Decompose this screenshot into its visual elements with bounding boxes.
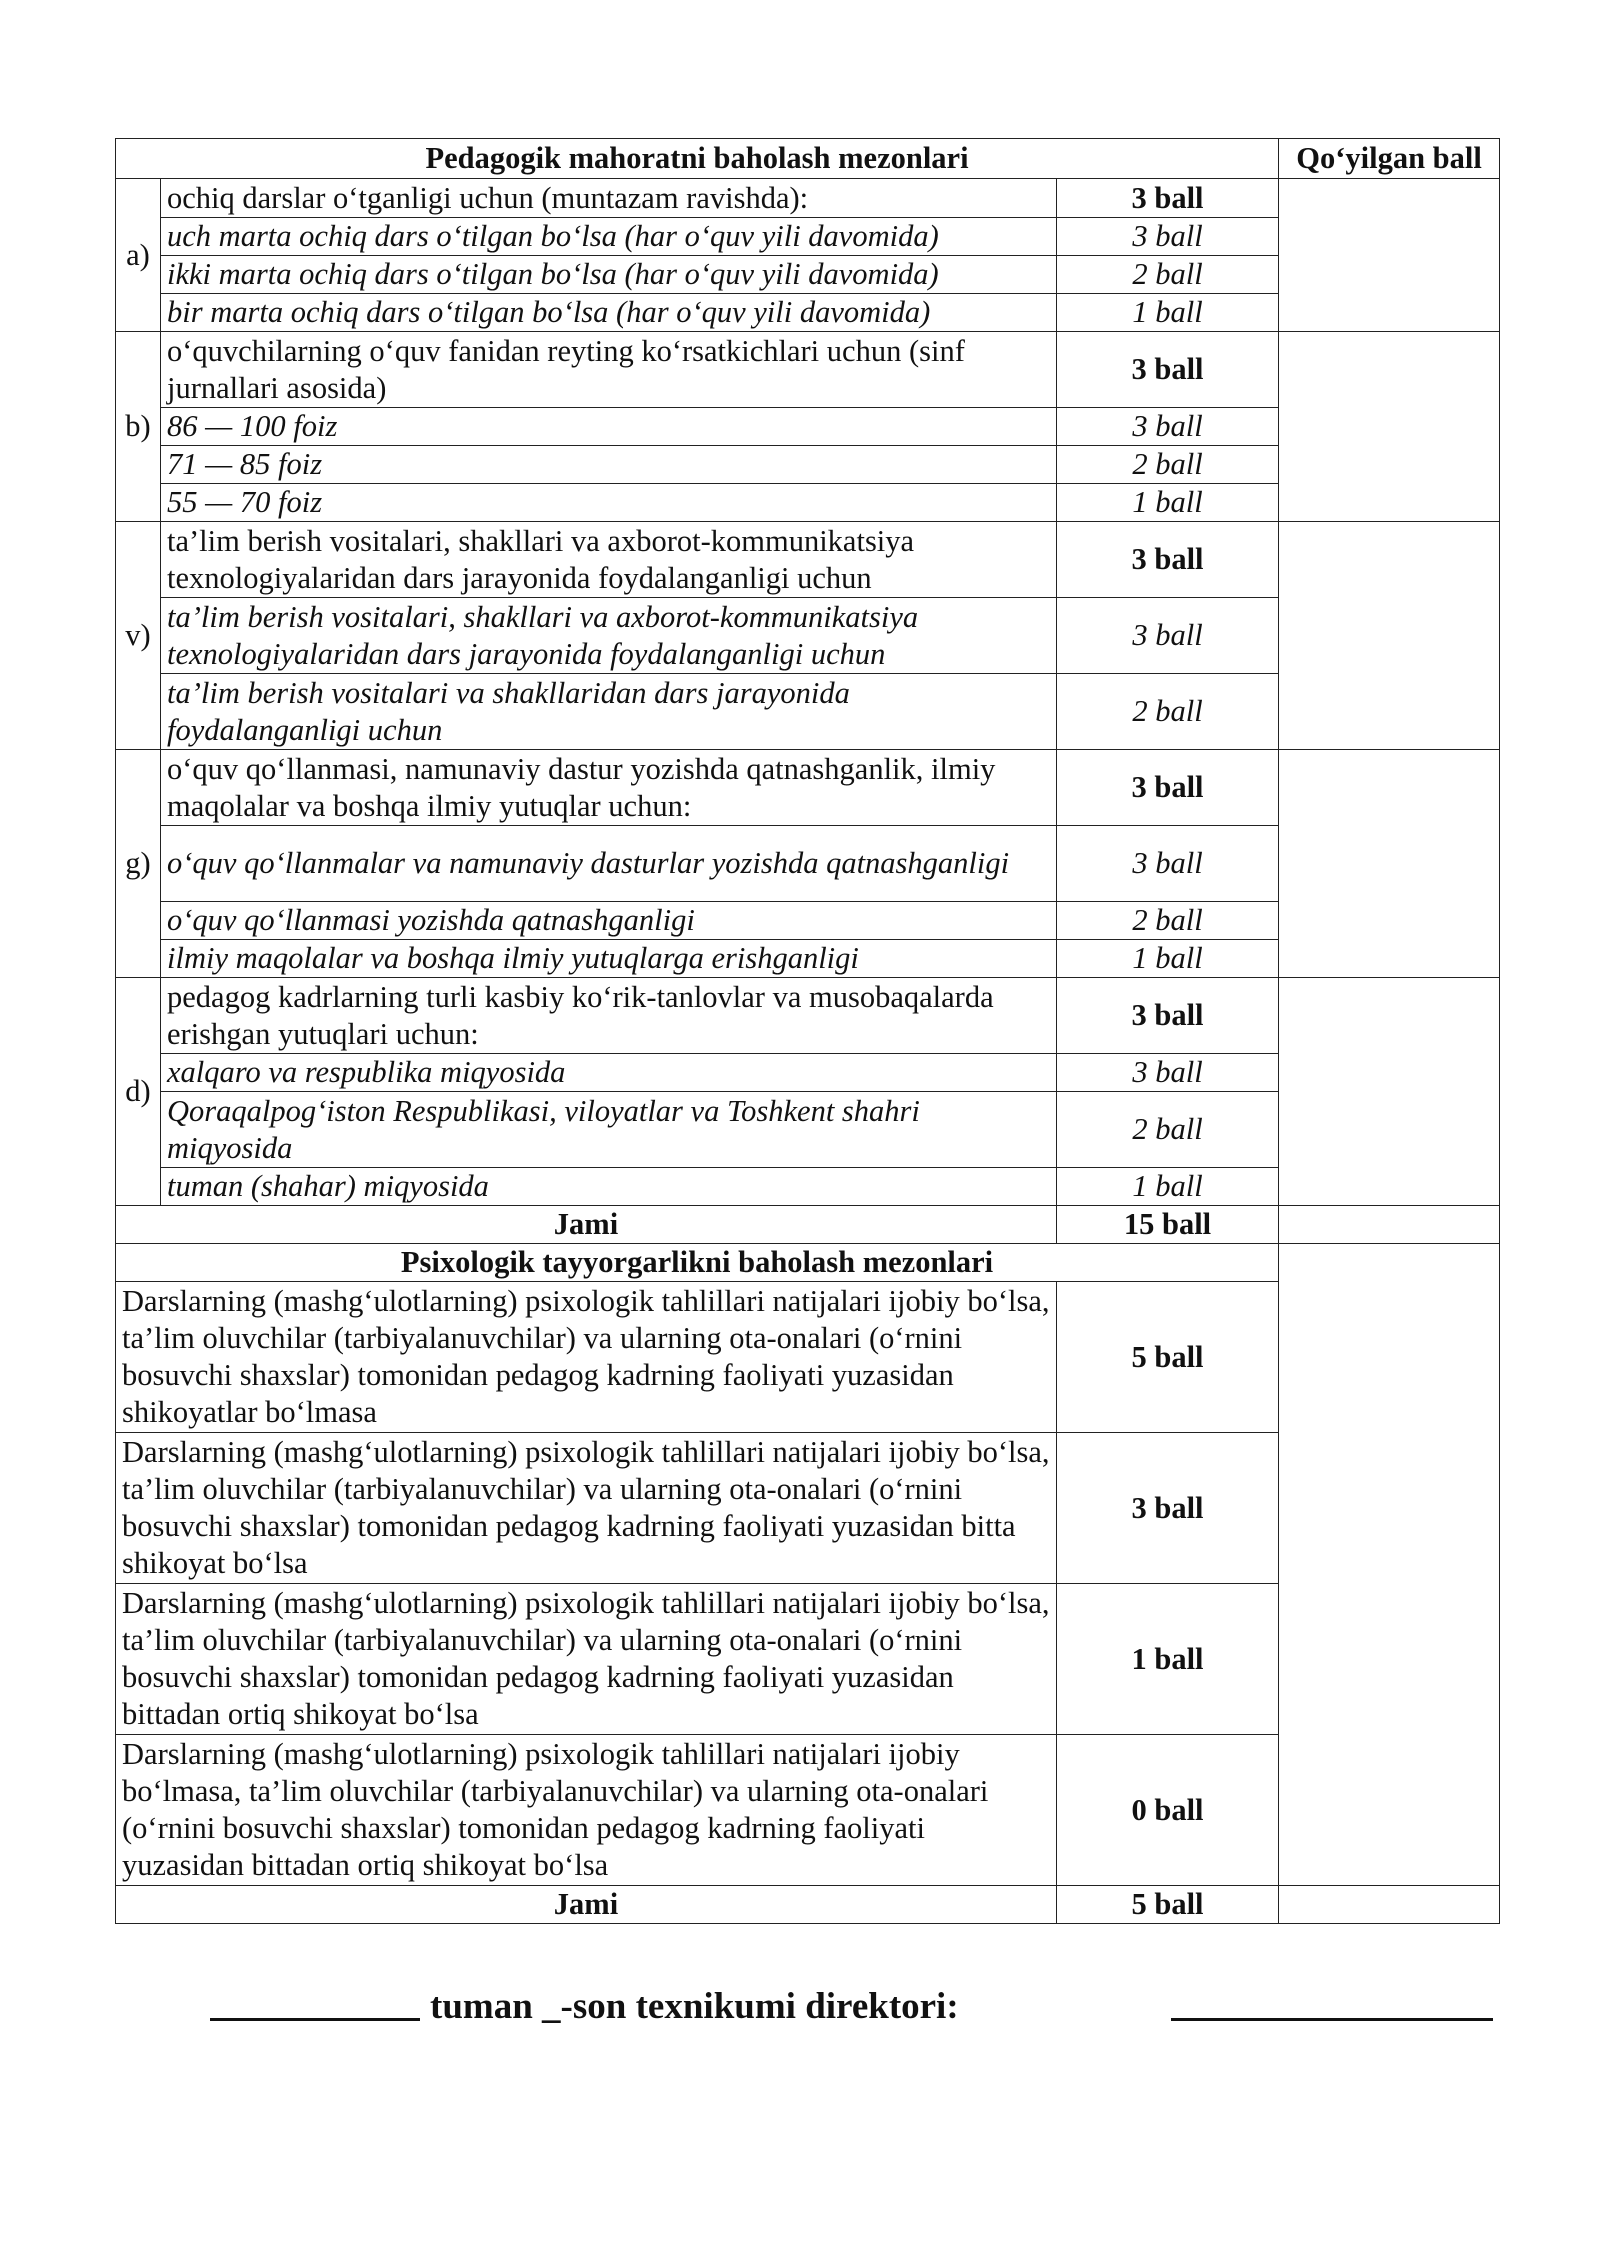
score-column-header: Qo‘yilgan ball: [1279, 139, 1500, 179]
table-row: [116, 179, 1500, 218]
criterion-text: ta’lim berish vositalari, shakllari va axborot-kommunikatsiya texnologiyalaridan dars jarayonida foydalanganligi uchun: [161, 598, 1057, 674]
criterion-text: o‘quv qo‘llanmasi yozishda qatnashganligi: [161, 902, 1057, 940]
criterion-points: 1 ball: [1057, 294, 1279, 332]
director-signature-caption: [210, 1985, 959, 2028]
psy-criterion-text: Darslarning (mashg‘ulotlarning) psixologik tahlillari natijalari ijobiy bo‘lsa, ta’lim oluvchilar (tarbiyalanuvchilar) va ularning ota-onalari (o‘rnini bosuvchi shaxslar) tomonidan pedagog kadrning faoliyati yuzasidan shikoyatlar bo‘lmasa: [116, 1282, 1057, 1433]
criterion-text: o‘quv qo‘llanmalar va namunaviy dasturlar yozishda qatnashganligi: [161, 826, 1057, 902]
criterion-points: 3 ball: [1057, 332, 1279, 408]
signature-blank-line[interactable]: [1171, 2018, 1493, 2021]
criterion-text: Qoraqalpog‘iston Respublikasi, viloyatlar va Toshkent shahri miqyosida: [161, 1092, 1057, 1168]
psy-section-title: Psixologik tayyorgarlikni baholash mezonlari: [116, 1244, 1279, 1282]
psy-criterion-points: 5 ball: [1057, 1282, 1279, 1433]
criterion-points: 3 ball: [1057, 978, 1279, 1054]
criterion-text: 86 — 100 foiz: [161, 408, 1057, 446]
score-cell-v[interactable]: [1279, 522, 1500, 750]
criterion-text: ochiq darslar o‘tganligi uchun (muntazam ravishda):: [161, 179, 1057, 218]
score-cell-g[interactable]: [1279, 750, 1500, 978]
criterion-text: bir marta ochiq dars o‘tilgan bo‘lsa (har o‘quv yili davomida): [161, 294, 1057, 332]
criterion-points: 3 ball: [1057, 1054, 1279, 1092]
psy-criterion-points: 0 ball: [1057, 1735, 1279, 1886]
psy-criterion-points: 3 ball: [1057, 1433, 1279, 1584]
table-row: [116, 522, 1500, 598]
section-letter-v: v): [116, 522, 161, 750]
section-title-row: [116, 1244, 1500, 1282]
criterion-text: o‘quv qo‘llanmasi, namunaviy dastur yozishda qatnashganlik, ilmiy maqolalar va boshqa ilmiy yutuqlar uchun:: [161, 750, 1057, 826]
total-label: Jami: [116, 1886, 1057, 1924]
criteria-sheet: [115, 138, 1499, 1924]
criterion-text: o‘quvchilarning o‘quv fanidan reyting ko‘rsatkichlari uchun (sinf jurnallari asosida): [161, 332, 1057, 408]
criterion-points: 2 ball: [1057, 446, 1279, 484]
criterion-points: 1 ball: [1057, 940, 1279, 978]
criterion-text: pedagog kadrlarning turli kasbiy ko‘rik-tanlovlar va musobaqalarda erishgan yutuqlari uchun:: [161, 978, 1057, 1054]
score-cell-d[interactable]: [1279, 978, 1500, 1206]
table-header-row: [116, 139, 1500, 179]
criterion-points: 3 ball: [1057, 218, 1279, 256]
section-letter-d: d): [116, 978, 161, 1206]
total-row: [116, 1206, 1500, 1244]
criterion-points: 2 ball: [1057, 902, 1279, 940]
criterion-text: 71 — 85 foiz: [161, 446, 1057, 484]
section-letter-b: b): [116, 332, 161, 522]
criterion-points: 3 ball: [1057, 179, 1279, 218]
criterion-points: 1 ball: [1057, 484, 1279, 522]
criterion-text: ikki marta ochiq dars o‘tilgan bo‘lsa (har o‘quv yili davomida): [161, 256, 1057, 294]
criterion-points: 3 ball: [1057, 826, 1279, 902]
criterion-points: 3 ball: [1057, 750, 1279, 826]
criterion-points: 3 ball: [1057, 522, 1279, 598]
psy-criterion-points: 1 ball: [1057, 1584, 1279, 1735]
table-row: [116, 978, 1500, 1054]
psy-criterion-text: Darslarning (mashg‘ulotlarning) psixologik tahlillari natijalari ijobiy bo‘lsa, ta’lim oluvchilar (tarbiyalanuvchilar) va ularning ota-onalari (o‘rnini bosuvchi shaxslar) tomonidan pedagog kadrning faoliyati yuzasidan bittadan ortiq shikoyat bo‘lsa: [116, 1584, 1057, 1735]
criterion-points: 3 ball: [1057, 408, 1279, 446]
criterion-points: 3 ball: [1057, 598, 1279, 674]
table-row: [116, 750, 1500, 826]
section-letter-a: a): [116, 179, 161, 332]
criterion-text: ta’lim berish vositalari, shakllari va axborot-kommunikatsiya texnologiyalaridan dars jarayonida foydalanganligi uchun: [161, 522, 1057, 598]
total-score-cell[interactable]: [1279, 1206, 1500, 1244]
criterion-text: 55 — 70 foiz: [161, 484, 1057, 522]
criterion-text: xalqaro va respublika miqyosida: [161, 1054, 1057, 1092]
total-label: Jami: [116, 1206, 1057, 1244]
psy-criterion-text: Darslarning (mashg‘ulotlarning) psixologik tahlillari natijalari ijobiy bo‘lsa, ta’lim oluvchilar (tarbiyalanuvchilar) va ularning ota-onalari (o‘rnini bosuvchi shaxslar) tomonidan pedagog kadrning faoliyati yuzasidan bitta shikoyat bo‘lsa: [116, 1433, 1057, 1584]
table-row: [116, 332, 1500, 408]
total-score-cell[interactable]: [1279, 1886, 1500, 1924]
table-title: Pedagogik mahoratni baholash mezonlari: [116, 139, 1279, 179]
criterion-text: uch marta ochiq dars o‘tilgan bo‘lsa (har o‘quv yili davomida): [161, 218, 1057, 256]
criterion-text: ta’lim berish vositalari va shakllaridan dars jarayonida foydalanganligi uchun: [161, 674, 1057, 750]
section-letter-g: g): [116, 750, 161, 978]
psy-criterion-text: Darslarning (mashg‘ulotlarning) psixologik tahlillari natijalari ijobiy bo‘lmasa, ta’lim oluvchilar (tarbiyalanuvchilar) va ularning ota-onalari (o‘rnini bosuvchi shaxslar) tomonidan pedagog kadrning faoliyati yuzasidan bittadan ortiq shikoyat bo‘lsa: [116, 1735, 1057, 1886]
score-cell-b[interactable]: [1279, 332, 1500, 522]
criterion-points: 2 ball: [1057, 1092, 1279, 1168]
director-caption-text: tuman _-son texnikumi direktori:: [430, 1986, 959, 2027]
total-points: 15 ball: [1057, 1206, 1279, 1244]
criterion-text: tuman (shahar) miqyosida: [161, 1168, 1057, 1206]
total-row: [116, 1886, 1500, 1924]
criterion-points: 1 ball: [1057, 1168, 1279, 1206]
total-points: 5 ball: [1057, 1886, 1279, 1924]
score-cell-a[interactable]: [1279, 179, 1500, 332]
psy-score-cell[interactable]: [1279, 1244, 1500, 1886]
criteria-table: [115, 138, 1500, 1924]
criterion-points: 2 ball: [1057, 256, 1279, 294]
criterion-text: ilmiy maqolalar va boshqa ilmiy yutuqlarga erishganligi: [161, 940, 1057, 978]
criterion-points: 2 ball: [1057, 674, 1279, 750]
